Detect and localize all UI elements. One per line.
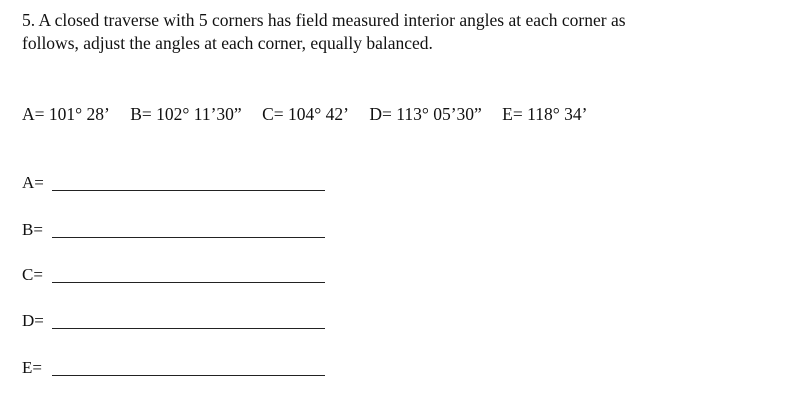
answer-row-a bbox=[22, 172, 342, 196]
answer-label-d: D= bbox=[22, 311, 44, 330]
answer-blank-b[interactable] bbox=[52, 237, 325, 238]
answer-label-a: A= bbox=[22, 173, 44, 192]
question-line-2: follows, adjust the angles at each corner, equally balanced. bbox=[22, 33, 433, 53]
given-angles-list bbox=[22, 103, 603, 125]
answer-blank-a[interactable] bbox=[52, 190, 325, 191]
given-angle-e: E= 118° 34’ bbox=[502, 104, 588, 124]
given-angle-c: C= 104° 42’ bbox=[262, 104, 349, 124]
given-angle-b: B= 102° 11’30” bbox=[130, 104, 242, 124]
given-angle-a: A= 101° 28’ bbox=[22, 104, 110, 124]
answer-blank-e[interactable] bbox=[52, 375, 325, 376]
question-text bbox=[22, 9, 772, 55]
answer-blank-c[interactable] bbox=[52, 282, 325, 283]
answer-blank-d[interactable] bbox=[52, 328, 325, 329]
answer-row-d bbox=[22, 310, 342, 334]
given-angle-d: D= 113° 05’30” bbox=[369, 104, 482, 124]
answer-label-c: C= bbox=[22, 265, 43, 284]
answer-row-c bbox=[22, 264, 342, 288]
answer-row-b bbox=[22, 219, 342, 243]
answer-label-e: E= bbox=[22, 358, 42, 377]
answer-label-b: B= bbox=[22, 220, 43, 239]
answer-row-e bbox=[22, 357, 342, 381]
question-line-1: 5. A closed traverse with 5 corners has field measured interior angles at each corner as bbox=[22, 10, 626, 30]
